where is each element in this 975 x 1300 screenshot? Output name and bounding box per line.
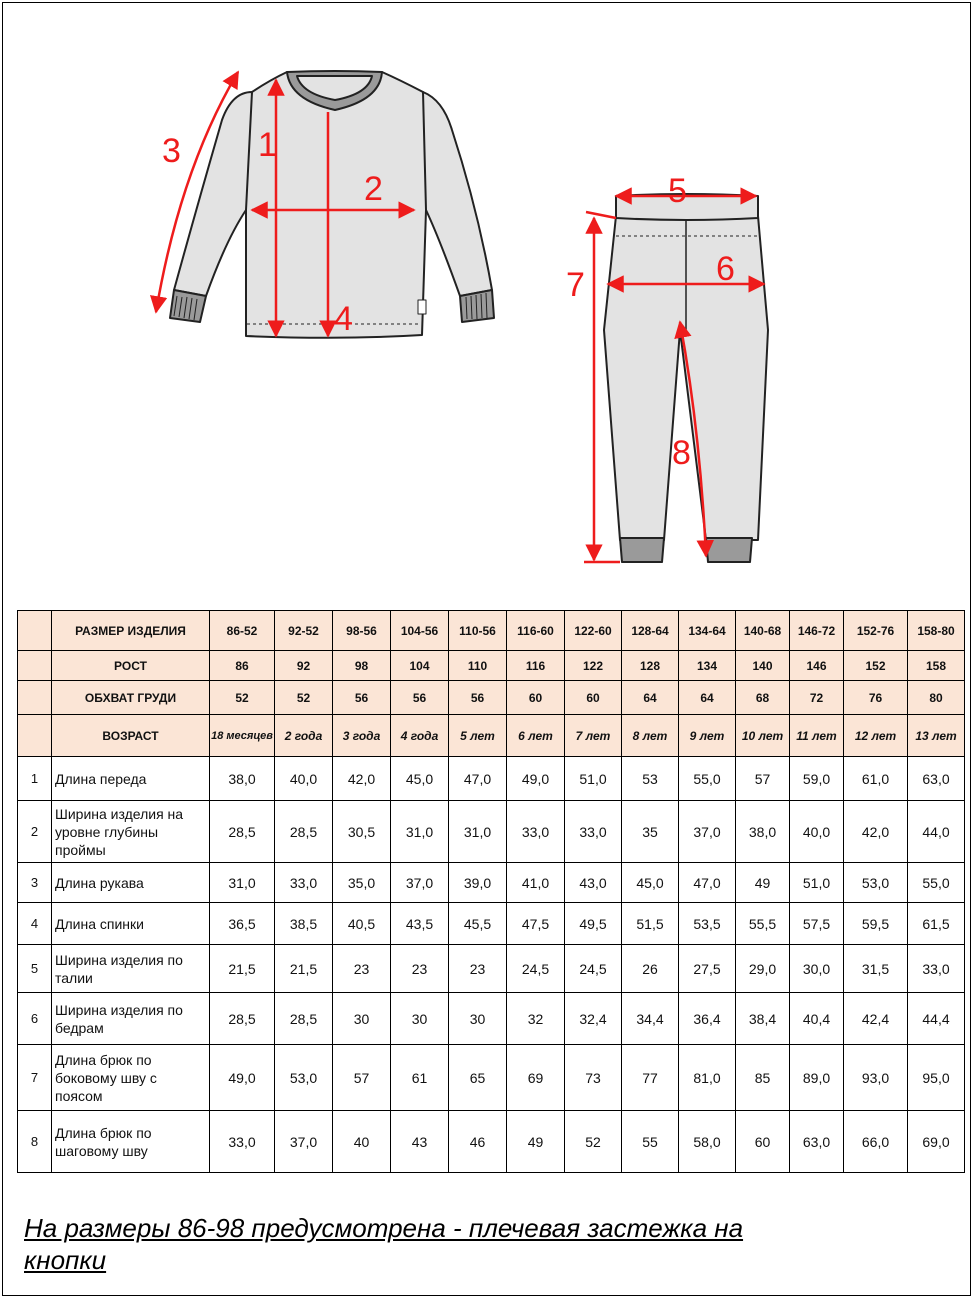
header-value-cell: 98 — [333, 651, 391, 681]
header-value-cell: 116-60 — [507, 611, 565, 651]
header-label-cell: ВОЗРАСТ — [52, 715, 210, 757]
header-value-cell: 5 лет — [449, 715, 507, 757]
row-value-cell: 37,0 — [679, 801, 736, 863]
header-value-cell: 10 лет — [736, 715, 790, 757]
row-value-cell: 60 — [736, 1111, 790, 1173]
header-value-cell: 6 лет — [507, 715, 565, 757]
row-value-cell: 61,0 — [844, 757, 908, 801]
row-value-cell: 36,4 — [679, 993, 736, 1045]
row-value-cell: 24,5 — [565, 945, 622, 993]
row-index-cell: 8 — [18, 1111, 52, 1173]
header-value-cell: 4 года — [391, 715, 449, 757]
row-value-cell: 31,0 — [210, 863, 275, 903]
measure-label-7: 7 — [566, 266, 585, 304]
measure-label-6: 6 — [716, 250, 735, 288]
row-value-cell: 81,0 — [679, 1045, 736, 1111]
row-value-cell: 31,5 — [844, 945, 908, 993]
row-label-cell: Длина брюк по шаговому шву — [52, 1111, 210, 1173]
header-value-cell: 18 месяцев — [210, 715, 275, 757]
row-value-cell: 42,4 — [844, 993, 908, 1045]
header-value-cell: 140 — [736, 651, 790, 681]
header-value-cell: 146 — [790, 651, 844, 681]
header-row — [18, 651, 965, 681]
row-value-cell: 61 — [391, 1045, 449, 1111]
row-value-cell: 55 — [622, 1111, 679, 1173]
row-value-cell: 40,5 — [333, 903, 391, 945]
shirt-drawing — [170, 71, 494, 338]
row-value-cell: 69 — [507, 1045, 565, 1111]
table-row — [18, 1045, 965, 1111]
table-row — [18, 757, 965, 801]
row-index-cell: 1 — [18, 757, 52, 801]
row-value-cell: 36,5 — [210, 903, 275, 945]
row-label-cell: Ширина изделия по бедрам — [52, 993, 210, 1045]
row-value-cell: 43,5 — [391, 903, 449, 945]
measure-label-3: 3 — [162, 132, 181, 170]
row-value-cell: 59,0 — [790, 757, 844, 801]
row-value-cell: 30,0 — [790, 945, 844, 993]
header-label-cell: РОСТ — [52, 651, 210, 681]
header-blank-cell — [18, 715, 52, 757]
row-value-cell: 23 — [391, 945, 449, 993]
header-value-cell: 11 лет — [790, 715, 844, 757]
row-value-cell: 51,0 — [790, 863, 844, 903]
header-value-cell: 13 лет — [908, 715, 965, 757]
row-value-cell: 30 — [449, 993, 507, 1045]
pants-drawing — [604, 194, 768, 562]
header-value-cell: 110-56 — [449, 611, 507, 651]
row-value-cell: 23 — [449, 945, 507, 993]
row-value-cell: 33,0 — [565, 801, 622, 863]
header-value-cell: 60 — [507, 681, 565, 715]
row-value-cell: 53,0 — [844, 863, 908, 903]
row-value-cell: 85 — [736, 1045, 790, 1111]
row-value-cell: 69,0 — [908, 1111, 965, 1173]
row-value-cell: 32,4 — [565, 993, 622, 1045]
row-value-cell: 33,0 — [507, 801, 565, 863]
row-value-cell: 40,0 — [790, 801, 844, 863]
row-value-cell: 26 — [622, 945, 679, 993]
table-row — [18, 863, 965, 903]
row-value-cell: 35,0 — [333, 863, 391, 903]
row-value-cell: 27,5 — [679, 945, 736, 993]
header-value-cell: 152-76 — [844, 611, 908, 651]
row-value-cell: 73 — [565, 1045, 622, 1111]
row-value-cell: 55,5 — [736, 903, 790, 945]
header-value-cell: 68 — [736, 681, 790, 715]
closure-note: На размеры 86-98 предусмотрена - плечевая застежка на кнопки — [24, 1213, 744, 1275]
row-value-cell: 32 — [507, 993, 565, 1045]
header-value-cell: 7 лет — [565, 715, 622, 757]
row-label-cell: Ширина изделия по талии — [52, 945, 210, 993]
header-value-cell: 158-80 — [908, 611, 965, 651]
row-value-cell: 37,0 — [391, 863, 449, 903]
row-value-cell: 33,0 — [275, 863, 333, 903]
table-row — [18, 801, 965, 863]
header-row — [18, 715, 965, 757]
row-value-cell: 55,0 — [679, 757, 736, 801]
header-value-cell: 92 — [275, 651, 333, 681]
row-value-cell: 49 — [507, 1111, 565, 1173]
row-label-cell: Длина рукава — [52, 863, 210, 903]
row-value-cell: 23 — [333, 945, 391, 993]
header-value-cell: 9 лет — [679, 715, 736, 757]
header-value-cell: 152 — [844, 651, 908, 681]
header-value-cell: 146-72 — [790, 611, 844, 651]
row-value-cell: 38,0 — [736, 801, 790, 863]
row-value-cell: 65 — [449, 1045, 507, 1111]
pants-right-cuff — [706, 538, 752, 562]
header-value-cell: 72 — [790, 681, 844, 715]
row-value-cell: 53,5 — [679, 903, 736, 945]
header-value-cell: 116 — [507, 651, 565, 681]
row-value-cell: 42,0 — [844, 801, 908, 863]
header-value-cell: 3 года — [333, 715, 391, 757]
header-value-cell: 128-64 — [622, 611, 679, 651]
row-value-cell: 44,0 — [908, 801, 965, 863]
header-row — [18, 681, 965, 715]
header-value-cell: 52 — [210, 681, 275, 715]
row-value-cell: 24,5 — [507, 945, 565, 993]
row-value-cell: 28,5 — [275, 993, 333, 1045]
row-value-cell: 38,0 — [210, 757, 275, 801]
header-value-cell: 122-60 — [565, 611, 622, 651]
row-value-cell: 35 — [622, 801, 679, 863]
row-value-cell: 45,0 — [391, 757, 449, 801]
header-blank-cell — [18, 611, 52, 651]
row-value-cell: 45,5 — [449, 903, 507, 945]
header-value-cell: 56 — [449, 681, 507, 715]
header-value-cell: 60 — [565, 681, 622, 715]
table-row — [18, 993, 965, 1045]
row-value-cell: 31,0 — [391, 801, 449, 863]
row-value-cell: 34,4 — [622, 993, 679, 1045]
row-value-cell: 40,4 — [790, 993, 844, 1045]
row-value-cell: 37,0 — [275, 1111, 333, 1173]
row-value-cell: 51,5 — [622, 903, 679, 945]
row-index-cell: 2 — [18, 801, 52, 863]
header-value-cell: 52 — [275, 681, 333, 715]
row-value-cell: 43 — [391, 1111, 449, 1173]
header-value-cell: 80 — [908, 681, 965, 715]
header-label-cell: РАЗМЕР ИЗДЕЛИЯ — [52, 611, 210, 651]
header-label-cell: ОБХВАТ ГРУДИ — [52, 681, 210, 715]
row-value-cell: 61,5 — [908, 903, 965, 945]
row-value-cell: 57,5 — [790, 903, 844, 945]
row-value-cell: 21,5 — [210, 945, 275, 993]
row-value-cell: 38,5 — [275, 903, 333, 945]
row-value-cell: 63,0 — [790, 1111, 844, 1173]
row-label-cell: Ширина изделия на уровне глубины проймы — [52, 801, 210, 863]
header-value-cell: 128 — [622, 651, 679, 681]
measure-label-5: 5 — [668, 172, 687, 210]
header-value-cell: 64 — [679, 681, 736, 715]
garment-diagram — [0, 0, 975, 600]
row-value-cell: 33,0 — [908, 945, 965, 993]
shirt-right-sleeve — [423, 92, 492, 296]
row-index-cell: 6 — [18, 993, 52, 1045]
row-value-cell: 28,5 — [210, 801, 275, 863]
size-table-body — [18, 611, 965, 1173]
measure-label-2: 2 — [364, 170, 383, 208]
header-value-cell: 104 — [391, 651, 449, 681]
pants-left-cuff — [620, 538, 664, 562]
header-value-cell: 134 — [679, 651, 736, 681]
row-value-cell: 55,0 — [908, 863, 965, 903]
row-value-cell: 66,0 — [844, 1111, 908, 1173]
header-value-cell: 64 — [622, 681, 679, 715]
row-value-cell: 57 — [736, 757, 790, 801]
row-index-cell: 3 — [18, 863, 52, 903]
row-value-cell: 41,0 — [507, 863, 565, 903]
row-value-cell: 40,0 — [275, 757, 333, 801]
header-value-cell: 122 — [565, 651, 622, 681]
header-value-cell: 86-52 — [210, 611, 275, 651]
header-value-cell: 134-64 — [679, 611, 736, 651]
row-value-cell: 95,0 — [908, 1045, 965, 1111]
row-value-cell: 46 — [449, 1111, 507, 1173]
header-value-cell: 8 лет — [622, 715, 679, 757]
row-value-cell: 58,0 — [679, 1111, 736, 1173]
row-value-cell: 47,0 — [449, 757, 507, 801]
row-value-cell: 28,5 — [210, 993, 275, 1045]
row-value-cell: 93,0 — [844, 1045, 908, 1111]
header-value-cell: 92-52 — [275, 611, 333, 651]
row-value-cell: 38,4 — [736, 993, 790, 1045]
row-value-cell: 49,0 — [210, 1045, 275, 1111]
measure-label-8: 8 — [672, 434, 691, 472]
table-row — [18, 1111, 965, 1173]
row-label-cell: Длина переда — [52, 757, 210, 801]
row-value-cell: 40 — [333, 1111, 391, 1173]
row-value-cell: 49,5 — [565, 903, 622, 945]
header-value-cell: 56 — [333, 681, 391, 715]
row-label-cell: Длина брюк по боковому шву с поясом — [52, 1045, 210, 1111]
row-value-cell: 59,5 — [844, 903, 908, 945]
row-value-cell: 30 — [333, 993, 391, 1045]
header-value-cell: 56 — [391, 681, 449, 715]
row-index-cell: 7 — [18, 1045, 52, 1111]
row-value-cell: 31,0 — [449, 801, 507, 863]
row-value-cell: 39,0 — [449, 863, 507, 903]
header-value-cell: 86 — [210, 651, 275, 681]
row-value-cell: 47,0 — [679, 863, 736, 903]
row-value-cell: 30,5 — [333, 801, 391, 863]
row-index-cell: 4 — [18, 903, 52, 945]
table-row — [18, 903, 965, 945]
row-value-cell: 21,5 — [275, 945, 333, 993]
header-value-cell: 2 года — [275, 715, 333, 757]
header-blank-cell — [18, 681, 52, 715]
row-value-cell: 49,0 — [507, 757, 565, 801]
header-value-cell: 76 — [844, 681, 908, 715]
row-value-cell: 52 — [565, 1111, 622, 1173]
header-blank-cell — [18, 651, 52, 681]
header-value-cell: 158 — [908, 651, 965, 681]
row-value-cell: 51,0 — [565, 757, 622, 801]
header-value-cell: 12 лет — [844, 715, 908, 757]
row-index-cell: 5 — [18, 945, 52, 993]
header-value-cell: 110 — [449, 651, 507, 681]
row-value-cell: 43,0 — [565, 863, 622, 903]
pants-waistband — [616, 194, 758, 220]
header-value-cell: 140-68 — [736, 611, 790, 651]
header-value-cell: 98-56 — [333, 611, 391, 651]
row-label-cell: Длина спинки — [52, 903, 210, 945]
shirt-body — [244, 72, 430, 338]
row-value-cell: 28,5 — [275, 801, 333, 863]
row-value-cell: 49 — [736, 863, 790, 903]
row-value-cell: 47,5 — [507, 903, 565, 945]
row-value-cell: 29,0 — [736, 945, 790, 993]
header-row — [18, 611, 965, 651]
measure-label-4: 4 — [334, 300, 353, 338]
row-value-cell: 44,4 — [908, 993, 965, 1045]
size-table — [17, 610, 965, 1173]
row-value-cell: 42,0 — [333, 757, 391, 801]
table-row — [18, 945, 965, 993]
row-value-cell: 30 — [391, 993, 449, 1045]
row-value-cell: 57 — [333, 1045, 391, 1111]
row-value-cell: 89,0 — [790, 1045, 844, 1111]
header-value-cell: 104-56 — [391, 611, 449, 651]
row-value-cell: 77 — [622, 1045, 679, 1111]
row-value-cell: 53 — [622, 757, 679, 801]
row-value-cell: 45,0 — [622, 863, 679, 903]
row-value-cell: 33,0 — [210, 1111, 275, 1173]
row-value-cell: 53,0 — [275, 1045, 333, 1111]
measure-label-1: 1 — [258, 126, 277, 164]
row-value-cell: 63,0 — [908, 757, 965, 801]
